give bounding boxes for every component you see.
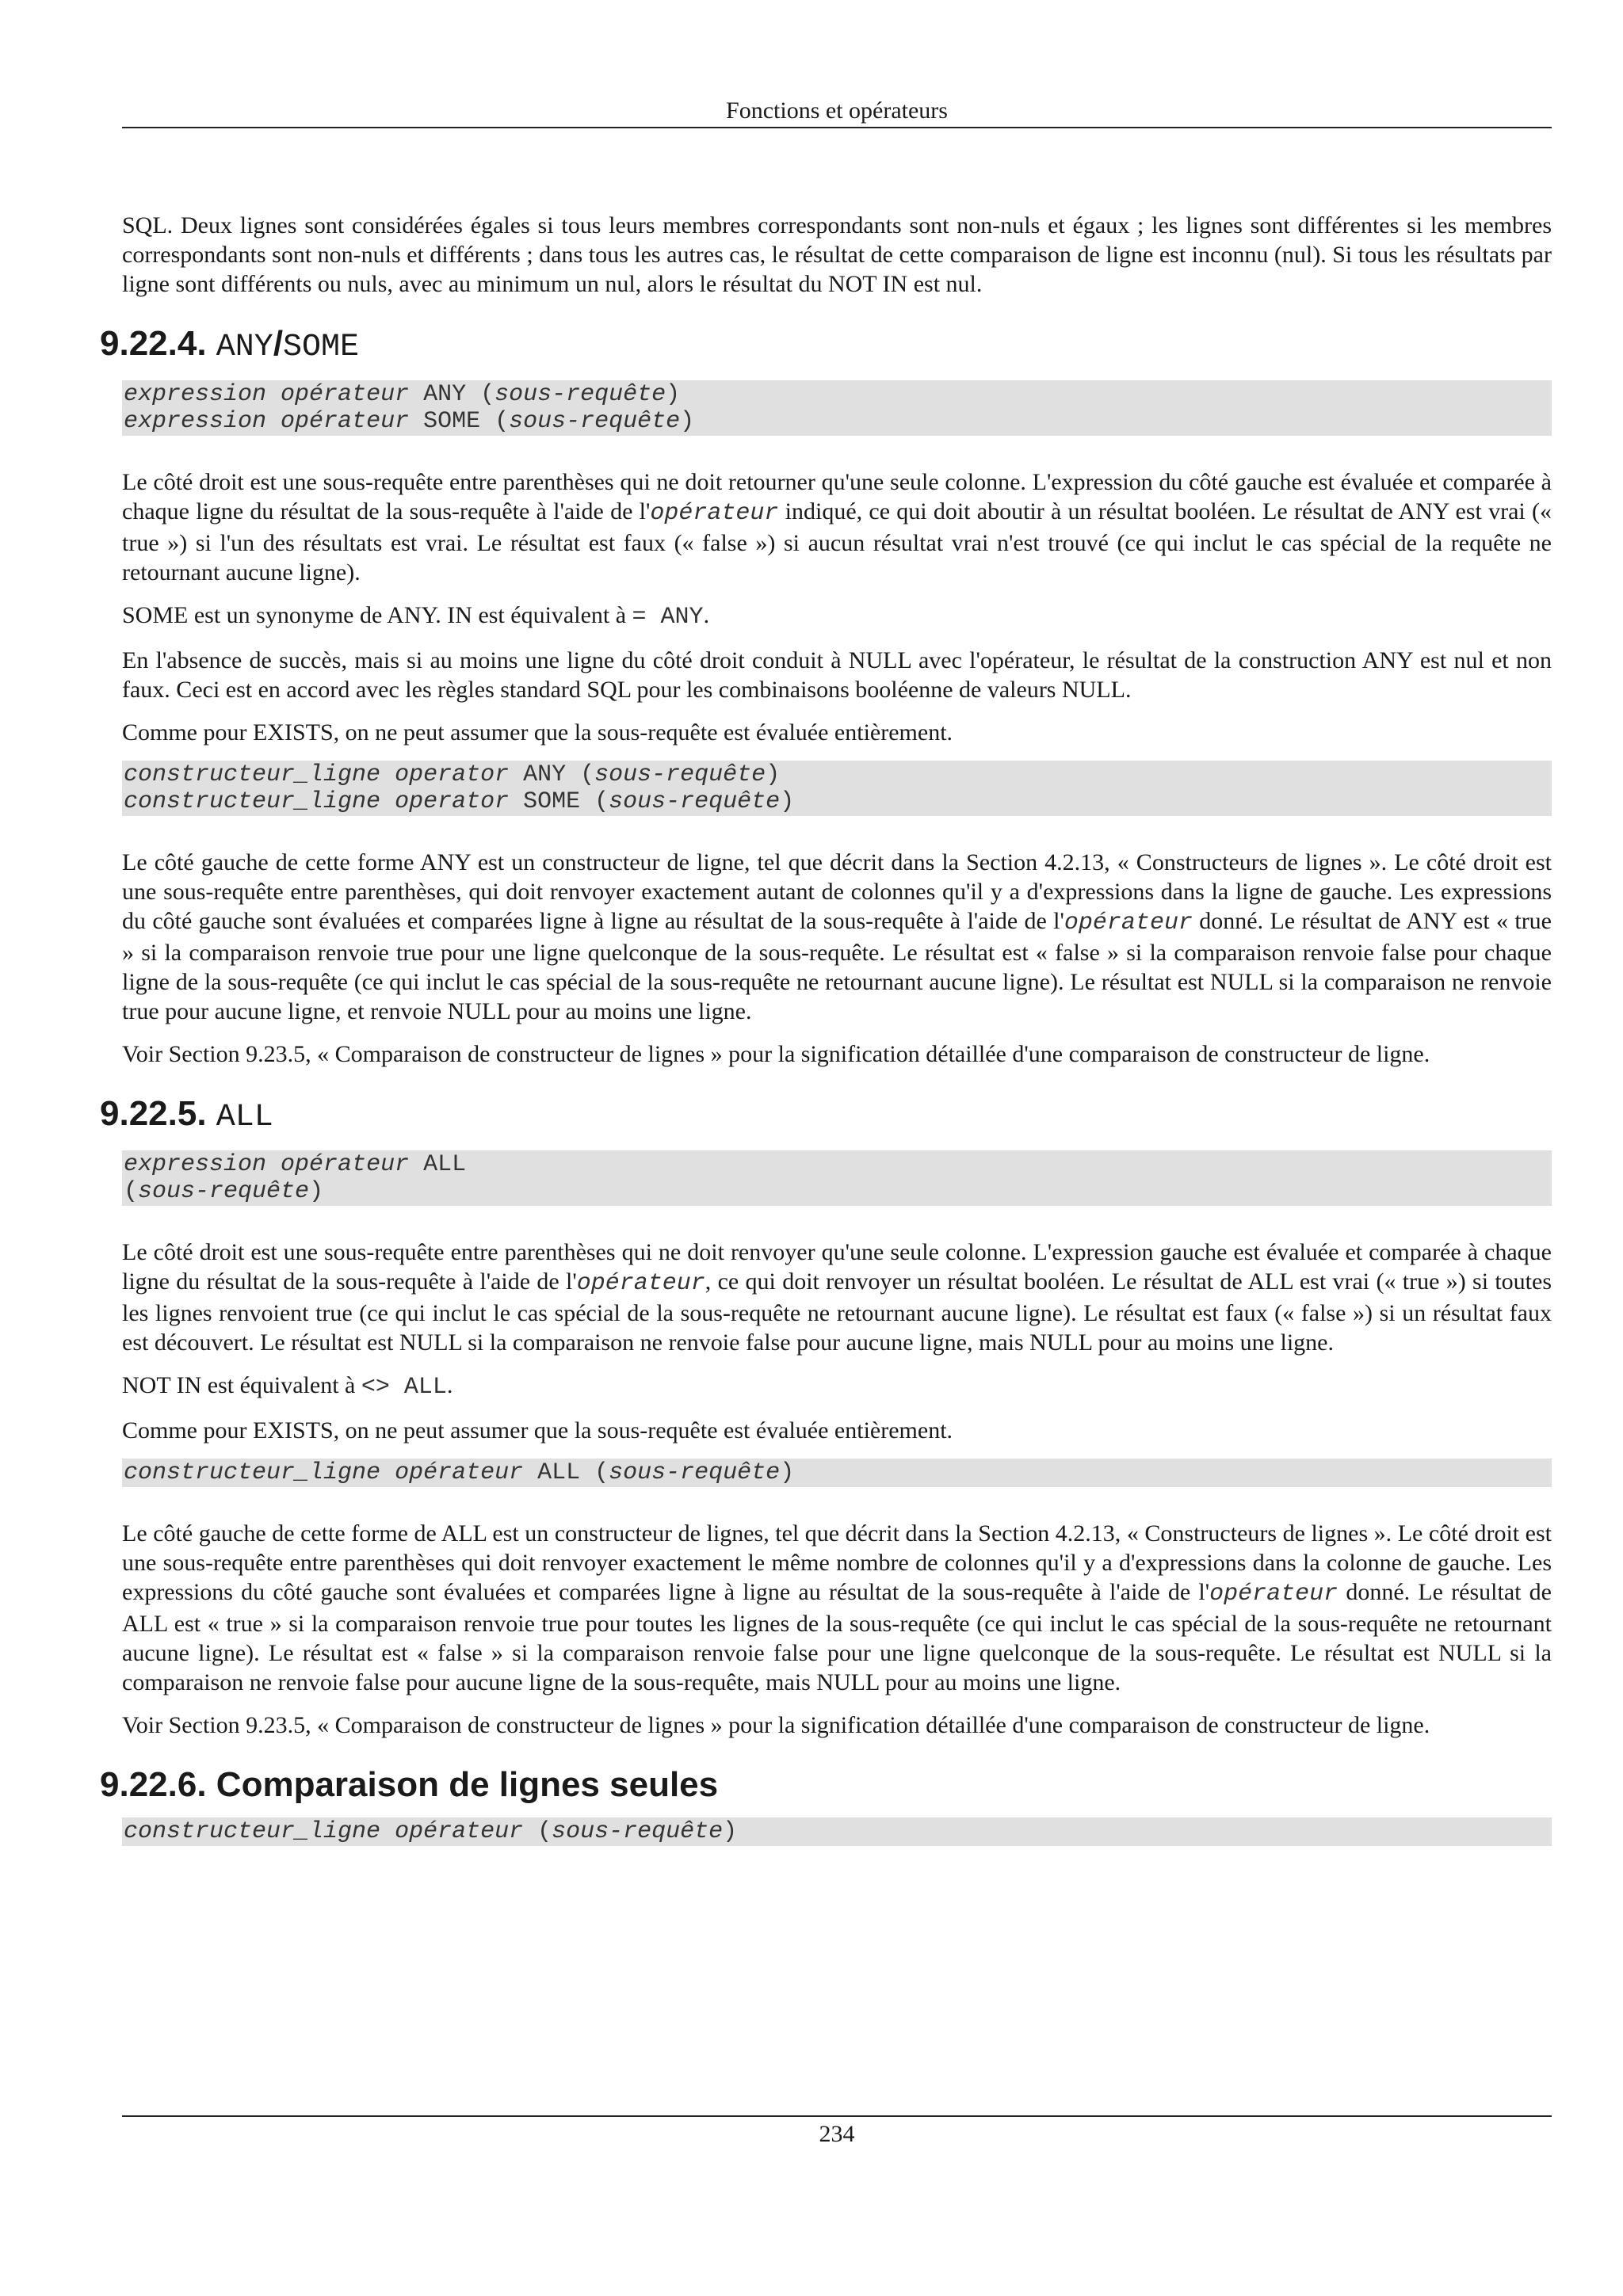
header-rule bbox=[122, 127, 1552, 128]
synopsis-keyword: ANY ( bbox=[409, 381, 495, 408]
paragraph-any-exists: Comme pour EXISTS, on ne peut assumer que la sous-requête est évaluée entièrement. bbox=[122, 719, 953, 746]
paragraph-any-null: En l'absence de succès, mais si au moins une ligne du côté droit conduit à NULL avec l'opérateur, le résultat de la construction ANY est nul et non faux. Ceci est en accord avec les règles standard SQL pour les combinaisons booléenne de valeurs NULL. bbox=[122, 647, 1552, 703]
synopsis-punctuation: ) bbox=[680, 408, 695, 435]
synopsis-keyword: ALL ( bbox=[523, 1459, 609, 1486]
synopsis-replaceable: constructeur_ligne bbox=[124, 1459, 381, 1486]
synopsis-replaceable: constructeur_ligne bbox=[124, 1818, 381, 1845]
section-number: 9.22.4. bbox=[100, 324, 207, 363]
synopsis-row-any-some bbox=[122, 761, 1552, 816]
synopsis-punctuation: ( bbox=[124, 1178, 139, 1205]
paragraph-row-all-description: Le côté gauche de cette forme de ALL est un constructeur de lignes, tel que décrit dans la Section 4.2.13, « Constructeurs de lignes ». Le côté droit est une sous-requête entre parenthèses qui doit renvoyer exactement le même nombre de colonnes qu'il y a d'expressions dans la colonne de gauche. Les expressions du côté gauche sont évaluées et comparées ligne à ligne au résultat de la sous-requête à l'aide de l'opérateur donné. Le résultat de ALL est « true » si la comparaison renvoie true pour toutes les lignes de la sous-requête (ce qui inclut le cas spécial de la sous-requête ne retournant aucune ligne). Le résultat est « false » si la comparaison renvoie false pour une ligne quelconque de la sous-requête. Le résultat est NULL si la comparaison ne renvoie false pour aucune ligne de la sous-requête, mais NULL pour au moins une ligne. bbox=[122, 1520, 1552, 1695]
synopsis-replaceable: sous-requête bbox=[552, 1818, 724, 1845]
synopsis-replaceable: sous-requête bbox=[509, 408, 681, 435]
synopsis-replaceable: operator bbox=[395, 788, 510, 815]
synopsis-keyword: ANY ( bbox=[509, 761, 595, 788]
inline-replaceable-operator: opérateur bbox=[650, 500, 779, 527]
synopsis-punctuation: ) bbox=[309, 1178, 324, 1205]
synopsis-replaceable: opérateur bbox=[281, 1151, 410, 1178]
section-heading-all bbox=[100, 1093, 1552, 1139]
synopsis-replaceable: opérateur bbox=[281, 381, 410, 408]
paragraph-any-see-also: Voir Section 9.23.5, « Comparaison de constructeur de lignes » pour la signification détaillée d'une comparaison de constructeur de ligne. bbox=[122, 1041, 1430, 1067]
synopsis-replaceable: constructeur_ligne bbox=[124, 788, 381, 815]
synopsis-replaceable: expression bbox=[124, 381, 267, 408]
synopsis-replaceable: expression bbox=[124, 408, 267, 435]
section-number: 9.22.5. bbox=[100, 1094, 207, 1133]
inline-code-not-equal-all: <> ALL bbox=[361, 1374, 447, 1401]
section-number: 9.22.6. bbox=[100, 1765, 207, 1804]
section-title-all: ALL bbox=[216, 1100, 273, 1135]
paragraph-all-description: Le côté droit est une sous-requête entre parenthèses qui ne doit renvoyer qu'une seule colonne. L'expression gauche est évaluée et comparée à chaque ligne du résultat de la sous-requête à l'aide de l'opérateur, ce qui doit renvoyer un résultat booléen. Le résultat de ALL est vrai (« true ») si toutes les lignes renvoient true (ce qui inclut le cas spécial de la sous-requête ne retournant aucune ligne). Le résultat est faux (« false ») si un résultat faux est découvert. Le résultat est NULL si la comparaison ne renvoie false pour aucune ligne, mais NULL pour au moins une ligne. bbox=[122, 1239, 1552, 1356]
section-title-single-row: Comparaison de lignes seules bbox=[216, 1765, 719, 1804]
inline-code-equal-any: = ANY bbox=[632, 604, 704, 631]
synopsis-punctuation: ) bbox=[666, 381, 681, 408]
document-page bbox=[100, 0, 1552, 2296]
synopsis-punctuation: ) bbox=[780, 1459, 795, 1486]
synopsis-replaceable: constructeur_ligne bbox=[124, 761, 381, 788]
paragraph-not-in-continuation: SQL. Deux lignes sont considérées égales si tous leurs membres correspondants sont non-nuls et égaux ; les lignes sont différentes si les membres correspondants sont non-nuls et différents ; dans tous les autres cas, le résultat de cette comparaison de ligne est inconnu (nul). Si tous les résultats par ligne sont différents ou nuls, avec au minimum un nul, alors le résultat du NOT IN est nul. bbox=[122, 212, 1552, 297]
paragraph-not-in-equivalent: NOT IN est équivalent à <> ALL. bbox=[122, 1372, 453, 1401]
page-number: 234 bbox=[819, 2121, 855, 2147]
synopsis-row-all bbox=[122, 1459, 1552, 1487]
synopsis-replaceable: sous-requête bbox=[594, 761, 766, 788]
synopsis-keyword: SOME ( bbox=[409, 408, 510, 435]
paragraph-all-see-also: Voir Section 9.23.5, « Comparaison de constructeur de lignes » pour la signification détaillée d'une comparaison de constructeur de ligne. bbox=[122, 1712, 1430, 1738]
synopsis-punctuation: ) bbox=[780, 788, 795, 815]
synopsis-replaceable: sous-requête bbox=[609, 788, 781, 815]
synopsis-replaceable: sous-requête bbox=[495, 381, 666, 408]
synopsis-replaceable: sous-requête bbox=[138, 1178, 310, 1205]
synopsis-keyword: ( bbox=[523, 1818, 552, 1845]
paragraph-some-synonym: SOME est un synonyme de ANY. IN est équivalent à = ANY. bbox=[122, 602, 710, 631]
synopsis-replaceable: opérateur bbox=[395, 1459, 524, 1486]
synopsis-keyword: ALL bbox=[409, 1151, 467, 1178]
synopsis-replaceable: opérateur bbox=[281, 408, 410, 435]
synopsis-replaceable: expression bbox=[124, 1151, 267, 1178]
inline-replaceable-operator: opérateur bbox=[1209, 1581, 1338, 1608]
page-content bbox=[100, 211, 1552, 1878]
inline-replaceable-operator: opérateur bbox=[1064, 910, 1193, 936]
synopsis-all bbox=[122, 1150, 1552, 1206]
section-heading-single-row bbox=[100, 1764, 1552, 1806]
synopsis-punctuation: ) bbox=[723, 1818, 738, 1845]
synopsis-replaceable: operator bbox=[395, 761, 510, 788]
section-title-some: SOME bbox=[283, 330, 360, 365]
section-title-separator: / bbox=[273, 324, 284, 363]
synopsis-keyword: SOME ( bbox=[509, 788, 609, 815]
synopsis-any-some bbox=[122, 380, 1552, 436]
synopsis-replaceable: opérateur bbox=[395, 1818, 524, 1845]
paragraph-all-exists: Comme pour EXISTS, on ne peut assumer que la sous-requête est évaluée entièrement. bbox=[122, 1417, 953, 1444]
section-heading-any-some bbox=[100, 322, 1552, 369]
running-header: Fonctions et opérateurs bbox=[726, 97, 948, 124]
section-title-any: ANY bbox=[216, 330, 273, 365]
synopsis-replaceable: sous-requête bbox=[609, 1459, 781, 1486]
inline-replaceable-operator: opérateur bbox=[576, 1270, 705, 1297]
paragraph-any-description: Le côté droit est une sous-requête entre parenthèses qui ne doit retourner qu'une seule colonne. L'expression du côté gauche est évaluée et comparée à chaque ligne du résultat de la sous-requête à l'aide de l'opérateur indiqué, ce qui doit aboutir à un résultat booléen. Le résultat de ANY est vrai (« true ») si l'un des résultats est vrai. Le résultat est faux (« false ») si aucun résultat vrai n'est trouvé (ce qui inclut le cas spécial de la requête ne retournant aucune ligne). bbox=[122, 469, 1552, 585]
paragraph-row-any-description: Le côté gauche de cette forme ANY est un constructeur de ligne, tel que décrit dans la Section 4.2.13, « Constructeurs de lignes ». Le côté droit est une sous-requête entre parenthèses, qui doit renvoyer exactement autant de colonnes qu'il y a d'expressions dans la ligne de gauche. Les expressions du côté gauche sont évaluées et comparées ligne à ligne au résultat de la sous-requête à l'aide de l'opérateur donné. Le résultat de ANY est « true » si la comparaison renvoie true pour une ligne quelconque de la sous-requête. Le résultat est « false » si la comparaison renvoie false pour chaque ligne de la sous-requête (ce qui inclut le cas spécial de la sous-requête ne retournant aucune ligne). Le résultat est NULL si la comparaison ne renvoie true pour aucune ligne, et renvoie NULL pour au moins une ligne. bbox=[122, 849, 1552, 1024]
synopsis-single-row bbox=[122, 1817, 1552, 1846]
synopsis-punctuation: ) bbox=[766, 761, 781, 788]
